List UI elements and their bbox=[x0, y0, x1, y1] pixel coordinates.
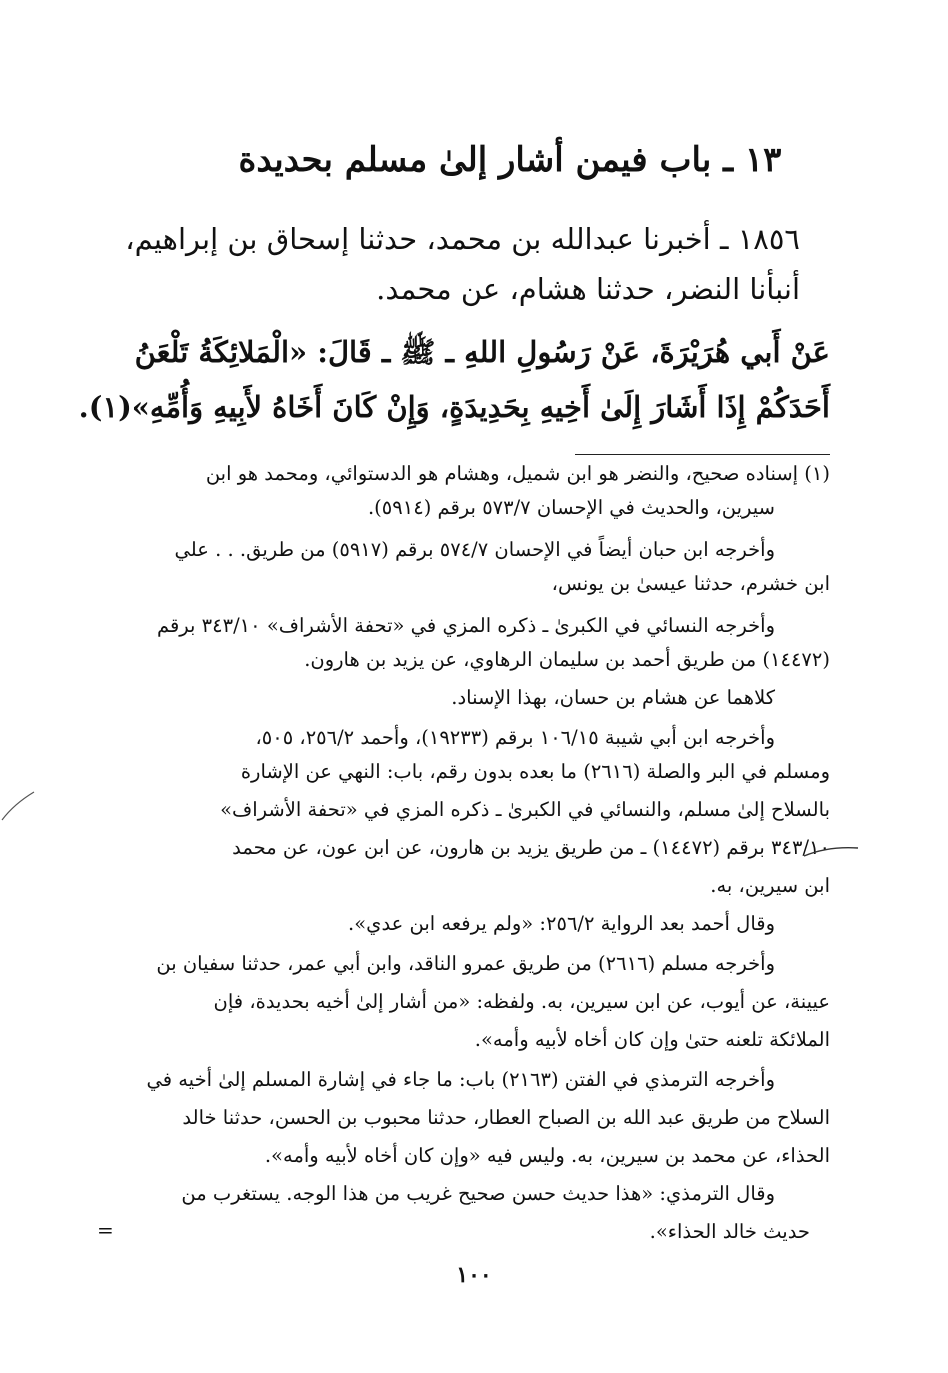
page-number: ١٠٠ bbox=[456, 1262, 492, 1288]
footnote-line: الملائكة تلعنه حتىٰ وإن كان أخاه لأبيه وأمه». bbox=[474, 1028, 830, 1051]
footnote-line: وأخرجه ابن أبي شيبة ١٠٦/١٥ برقم (١٩٢٣٣)، وأحمد ٢٥٦/٢، ٥٠٥، bbox=[255, 726, 775, 749]
margin-scratch-mark bbox=[0, 770, 40, 840]
continuation-mark: = bbox=[97, 1218, 114, 1242]
footnote-line: وقال أحمد بعد الرواية ٢٥٦/٢: «ولم يرفعه ابن عدي». bbox=[348, 912, 775, 935]
footnote-line: وأخرجه النسائي في الكبرىٰ ـ ذكره المزي في «تحفة الأشراف» ٣٤٣/١٠ برقم bbox=[156, 614, 775, 637]
footnote-line: كلاهما عن هشام بن حسان، بهذا الإسناد. bbox=[451, 686, 775, 709]
footnote-line: (١٤٤٧٢) من طريق أحمد بن سليمان الرهاوي، عن يزيد بن هارون. bbox=[304, 648, 830, 671]
matn-line-1: عَنْ أَبي هُرَيْرَةَ، عَنْ رَسُولِ اللهِ ـ ﷺ ـ قَالَ: «الْمَلائِكَةُ تَلْعَنُ bbox=[134, 335, 830, 369]
footnote-line: ابن سيرين، به. bbox=[710, 874, 830, 897]
footnote-line: وأخرجه ابن حبان أيضاً في الإحسان ٥٧٤/٧ برقم (٥٩١٧) من طريق. . . علي bbox=[174, 538, 775, 561]
footnote-line: بالسلاح إلىٰ مسلم، والنسائي في الكبرىٰ ـ ذكره المزي في «تحفة الأشراف» bbox=[220, 798, 830, 821]
isnad-line-1: ١٨٥٦ ـ أخبرنا عبدالله بن محمد، حدثنا إسحاق بن إبراهيم، bbox=[125, 222, 800, 256]
footnote-line: عيينة، عن أيوب، عن ابن سيرين، به. ولفظه: «من أشار إلىٰ أخيه بحديدة، فإن bbox=[213, 990, 830, 1013]
isnad-line-2: أنبأنا النضر، حدثنا هشام، عن محمد. bbox=[376, 272, 800, 306]
footnote-line: (١) إسناده صحيح، والنضر هو ابن شميل، وهشام هو الدستوائي، ومحمد هو ابن bbox=[205, 462, 830, 485]
footnote-divider bbox=[575, 454, 830, 455]
footnote-line: ابن خشرم، حدثنا عيسىٰ بن يونس، bbox=[551, 572, 830, 595]
footnote-line: الحذاء، عن محمد بن سيرين، به. وليس فيه «وإن كان أخاه لأبيه وأمه». bbox=[264, 1144, 830, 1167]
footnote-line: ومسلم في البر والصلة (٢٦١٦) ما بعده بدون رقم، باب: النهي عن الإشارة bbox=[240, 760, 830, 783]
footnote-line: وأخرجه مسلم (٢٦١٦) من طريق عمرو الناقد، وابن أبي عمر، حدثنا سفيان بن bbox=[156, 952, 775, 975]
footnote-line: ٣٤٣/١٠ برقم (١٤٤٧٢) ـ من طريق يزيد بن هارون، عن ابن عون، عن محمد bbox=[232, 836, 830, 859]
matn-line-2: أَحَدَكُمْ إِذَا أَشَارَ إِلَىٰ أَخِيهِ بِحَدِيدَةٍ، وَإِنْ كَانَ أَخَاهُ لأَبِيهِ وَأُمِّهِ»(١). bbox=[78, 390, 830, 424]
footnote-line: حديث خالد الحذاء». bbox=[649, 1220, 810, 1243]
footnote-line: وقال الترمذي: «هذا حديث حسن صحيح غريب من هذا الوجه. يستغرب من bbox=[181, 1182, 775, 1205]
pen-underline-mark bbox=[802, 838, 862, 862]
footnote-line: السلاح من طريق عبد الله بن الصباح العطار، حدثنا محبوب بن الحسن، حدثنا خالد bbox=[182, 1106, 830, 1129]
footnote-line: سيرين، والحديث في الإحسان ٥٧٣/٧ برقم (٥٩١٤). bbox=[367, 496, 775, 519]
chapter-title: ١٣ ـ باب فيمن أشار إلىٰ مسلم بحديدة bbox=[238, 140, 782, 180]
footnote-line: وأخرجه الترمذي في الفتن (٢١٦٣) باب: ما جاء في إشارة المسلم إلىٰ أخيه في bbox=[146, 1068, 775, 1091]
